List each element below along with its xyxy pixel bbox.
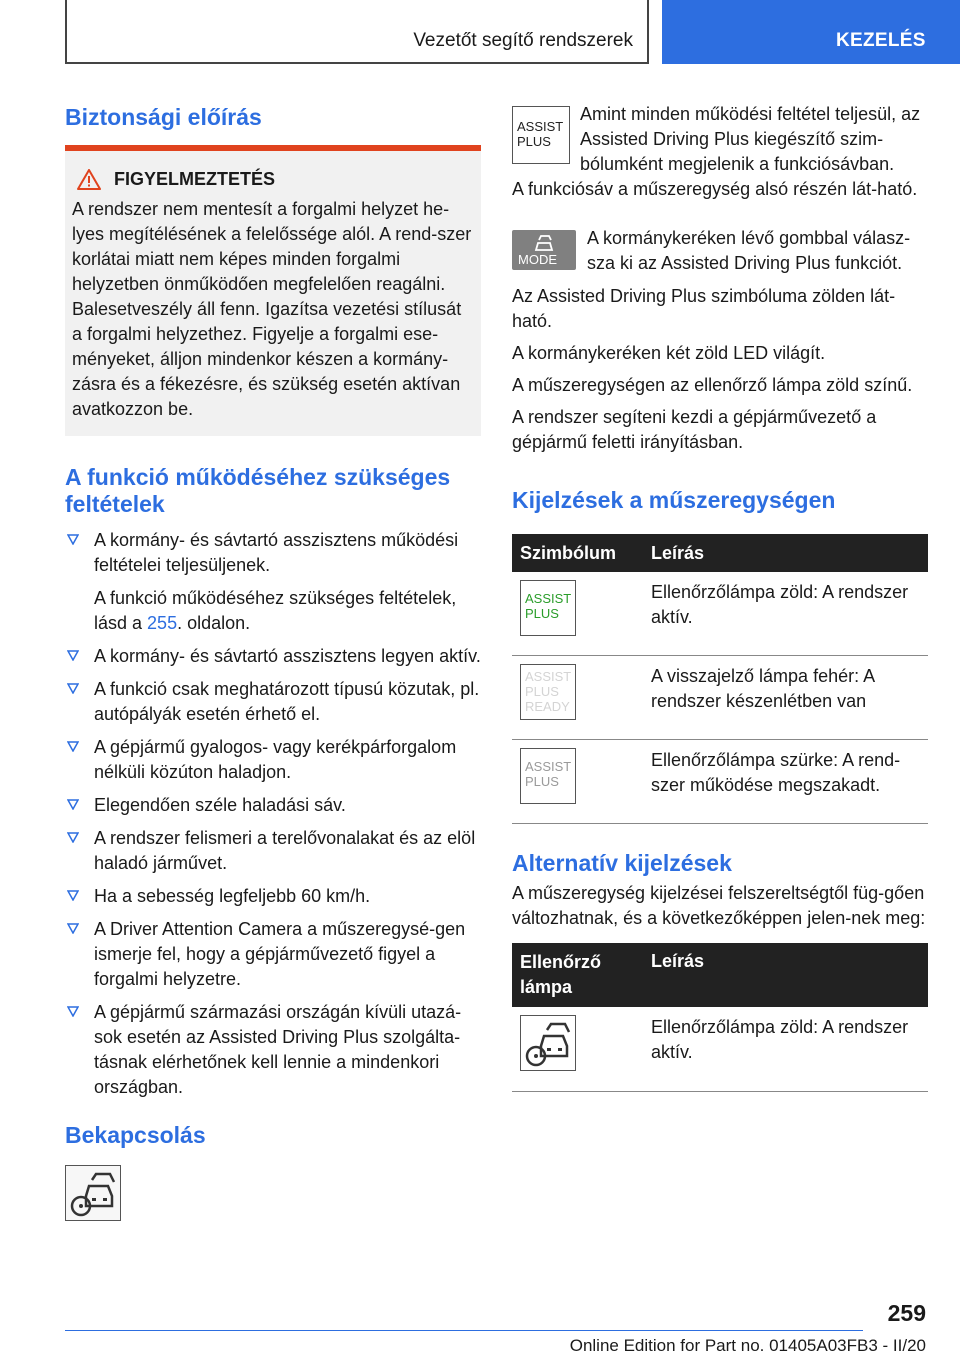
lamp-green-text: A műszeregységen az ellenőrző lámpa zöld színű. <box>512 375 913 395</box>
table-cell-description: Ellenőrzőlámpa szürke: A rend-szer működése megszakadt. <box>643 740 928 824</box>
table-row <box>512 1007 928 1092</box>
assist-plus-ready-icon: ASSIST PLUS READY <box>520 664 576 720</box>
list-item: Ha a sebesség legfeljebb 60 km/h. <box>65 884 481 909</box>
warning-triangle-icon <box>77 169 101 190</box>
bullet-triangle-icon <box>67 740 79 752</box>
bullet-triangle-icon <box>67 889 79 901</box>
list-item: Elegendően széle haladási sáv. <box>65 793 481 818</box>
alternative-heading: Alternatív kijelzések <box>512 850 732 876</box>
requirements-list <box>65 528 481 1100</box>
assisted-driving-car-icon <box>66 1166 122 1222</box>
table-row <box>512 740 928 824</box>
list-item: A kormány- és sávtartó asszisztens legyen aktív. <box>65 644 481 669</box>
table-cell-description: Ellenőrzőlámpa zöld: A rendszer aktív. <box>643 572 928 656</box>
assist-plus-grey-icon: ASSIST PLUS <box>520 748 576 804</box>
mode-label: MODE <box>518 252 557 267</box>
function-bar-text: A funkciósáv a műszeregység alsó részén lát-ható. <box>512 179 918 199</box>
list-item: A gépjármű gyalogos- vagy kerékpárforgalom nélküli közúton haladjon. <box>65 735 481 785</box>
page-reference-link[interactable]: 255 <box>147 613 178 633</box>
assist-intro-text: Amint minden működési feltétel teljesül, az Assisted Driving Plus kiegészítő szim-bólumként megjelenik a funkciósávban. <box>580 104 921 174</box>
left-column <box>65 100 481 1227</box>
bullet-triangle-icon <box>67 922 79 934</box>
table-header-symbol: Szimbólum <box>512 534 643 572</box>
header-section-title: Vezetőt segítő rendszerek <box>413 30 633 51</box>
right-column <box>512 106 928 1092</box>
header-chapter-title: KEZELÉS <box>836 30 926 51</box>
list-item: A funkció csak meghatározott típusú közutak, pl. autópályák esetén érhető el. <box>65 677 481 727</box>
list-item: A kormány- és sávtartó asszisztens működési feltételei teljesüljenek. A funkció működéséhez szükséges feltételek, lásd a 255. oldalon. <box>65 528 481 636</box>
list-item: A gépjármű származási országán kívüli utazá-sok esetén az Assisted Driving Plus szolgálta-tásnak elérhetőnek kell lennie a mindenkori országban. <box>65 1000 481 1100</box>
table-row <box>512 572 928 656</box>
list-item: A rendszer felismeri a terelővonalakat és az elöl haladó járművet. <box>65 826 481 876</box>
safety-heading: Biztonsági előírás <box>65 104 262 130</box>
assist-plus-symbol <box>512 106 570 164</box>
footer-divider <box>65 1330 863 1331</box>
requirements-reference: A funkció működéséhez szükséges feltételek, lásd a 255. oldalon. <box>94 588 457 633</box>
warning-header <box>72 167 473 191</box>
requirements-heading: A funkció működéséhez szükséges feltételek <box>65 464 451 517</box>
warning-box <box>65 145 481 436</box>
symbol-table <box>512 534 928 824</box>
header-section-box <box>65 0 649 64</box>
assisted-driving-car-icon <box>521 1016 577 1072</box>
led-text: A kormánykeréken két zöld LED világít. <box>512 343 826 363</box>
bullet-triangle-icon <box>67 682 79 694</box>
assist-intro-row <box>512 106 928 177</box>
bullet-triangle-icon <box>67 649 79 661</box>
bullet-triangle-icon <box>67 831 79 843</box>
table-header-description: Leírás <box>643 534 928 572</box>
lamp-table <box>512 943 928 1092</box>
alternative-text: A műszeregység kijelzései felszereltségtől füg-gően változhatnak, és a következőképpen jelen-nek meg: <box>512 883 926 928</box>
table-row <box>512 656 928 740</box>
mode-row <box>512 226 928 276</box>
assisted-driving-green-lamp-icon <box>520 1015 576 1071</box>
footer-edition: Online Edition for Part no. 01405A03FB3 - II/20 <box>569 1336 926 1355</box>
mode-button-icon <box>512 230 576 270</box>
list-item: A Driver Attention Camera a műszeregysé-gen ismerje fel, hogy a gépjárművezető figyel a forgalmi helyzetre. <box>65 917 481 992</box>
table-header-description: Leírás <box>643 943 928 1007</box>
assisted-driving-icon-box <box>65 1165 121 1221</box>
bullet-triangle-icon <box>67 1005 79 1017</box>
table-cell-description: Ellenőrzőlámpa zöld: A rendszer aktív. <box>643 1007 928 1092</box>
bullet-triangle-icon <box>67 533 79 545</box>
assist-plus-green-icon: ASSIST PLUS <box>520 580 576 636</box>
display-heading: Kijelzések a műszeregységen <box>512 487 836 513</box>
table-header-lamp: Ellenőrző lámpa <box>512 943 643 1007</box>
symbol-green-text: Az Assisted Driving Plus szimbóluma zölden lát-ható. <box>512 286 896 331</box>
bullet-triangle-icon <box>67 798 79 810</box>
table-cell-description: A visszajelző lámpa fehér: A rendszer készenlétben van <box>643 656 928 740</box>
table-header-row <box>512 534 928 572</box>
header-chapter-tab <box>662 0 960 64</box>
assist-plus-symbol-text: ASSIST PLUS <box>517 119 564 149</box>
activation-heading: Bekapcsolás <box>65 1122 206 1148</box>
system-assist-text: A rendszer segíteni kezdi a gépjárművezető a gépjármű feletti irányításban. <box>512 407 877 452</box>
warning-label: FIGYELMEZTETÉS <box>114 168 276 189</box>
table-header-row <box>512 943 928 1007</box>
warning-text: A rendszer nem mentesít a forgalmi helyzet he-lyes megítélésének a felelőssége alól. A rend-szer korlátai miatt nem képes minden forgalmi helyzetben önműködően megfelelően reagálni. Balesetveszély áll fenn. Igazítsa vezetési stílusát a forgalmi helyzethez. Figyelje a forgalmi ese-ményeket, álljon mindenkor készen a kormány-zásra és a fékezésre, és szükség esetén aktívan avatkozzon be. <box>72 199 472 419</box>
page-number: 259 <box>887 1300 926 1326</box>
mode-text: A kormánykeréken lévő gombbal válasz-sza ki az Assisted Driving Plus funkciót. <box>587 228 911 273</box>
